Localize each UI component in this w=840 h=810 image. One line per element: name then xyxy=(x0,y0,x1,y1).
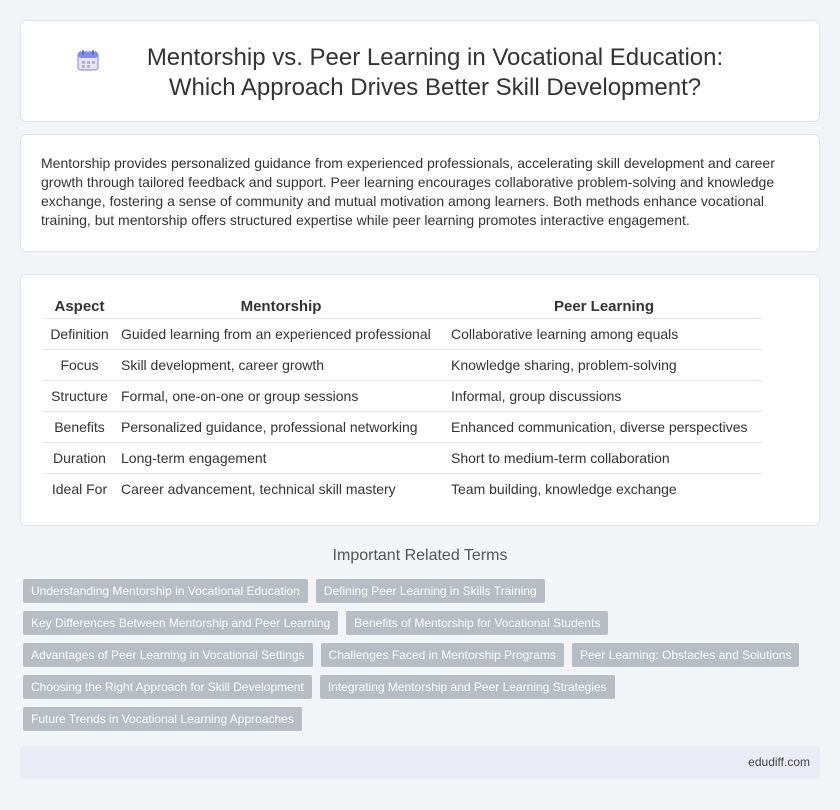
table-cell: Long-term engagement xyxy=(116,442,446,473)
related-terms-list xyxy=(23,579,823,739)
related-term-tag[interactable]: Understanding Mentorship in Vocational Education xyxy=(23,579,308,603)
table-cell: Collaborative learning among equals xyxy=(446,318,762,349)
table-header-row xyxy=(43,296,762,318)
table-cell: Career advancement, technical skill mastery xyxy=(116,473,446,504)
related-term-tag[interactable]: Challenges Faced in Mentorship Programs xyxy=(321,643,564,667)
related-term-tag[interactable]: Advantages of Peer Learning in Vocational Settings xyxy=(23,643,313,667)
table-cell: Definition xyxy=(43,318,116,349)
table-cell: Guided learning from an experienced professional xyxy=(116,318,446,349)
table-row xyxy=(43,318,762,349)
related-terms-heading: Important Related Terms xyxy=(332,547,508,564)
table-row xyxy=(43,349,762,380)
related-term-tag[interactable]: Integrating Mentorship and Peer Learning Strategies xyxy=(320,675,615,699)
table-cell: Short to medium-term collaboration xyxy=(446,442,762,473)
related-term-tag[interactable]: Benefits of Mentorship for Vocational Students xyxy=(346,611,608,635)
summary-card xyxy=(20,134,820,252)
related-term-tag[interactable]: Peer Learning: Obstacles and Solutions xyxy=(572,643,799,667)
table-row xyxy=(43,411,762,442)
table-cell: Ideal For xyxy=(43,473,116,504)
table-cell: Team building, knowledge exchange xyxy=(446,473,762,504)
table-cell: Personalized guidance, professional networking xyxy=(116,411,446,442)
footer-site-link[interactable]: edudiff.com xyxy=(748,755,810,769)
column-header: Peer Learning xyxy=(446,296,762,318)
footer xyxy=(20,746,820,779)
related-term-tag[interactable]: Defining Peer Learning in Skills Training xyxy=(316,579,545,603)
comparison-table xyxy=(43,296,762,504)
comparison-table-card xyxy=(20,274,820,526)
page-title: Mentorship vs. Peer Learning in Vocational Education: Which Approach Drives Better Skill Development? xyxy=(146,44,724,101)
column-header: Aspect xyxy=(43,296,116,318)
summary-paragraph: Mentorship provides personalized guidance from experienced professionals, accelerating skill development and career growth through tailored feedback and support. Peer learning encourages collaborative problem-solving and knowledge exchange, fostering a sense of community and mutual motivation among learners. Both methods enhance vocational training, but mentorship offers structured expertise while peer learning promotes interactive engagement. xyxy=(41,155,775,228)
table-cell: Knowledge sharing, problem-solving xyxy=(446,349,762,380)
related-term-tag[interactable]: Key Differences Between Mentorship and Peer Learning xyxy=(23,611,338,635)
table-cell: Benefits xyxy=(43,411,116,442)
table-cell: Skill development, career growth xyxy=(116,349,446,380)
table-cell: Formal, one-on-one or group sessions xyxy=(116,380,446,411)
table-cell: Focus xyxy=(43,349,116,380)
title-card xyxy=(20,20,820,122)
table-row xyxy=(43,473,762,504)
table-cell: Enhanced communication, diverse perspectives xyxy=(446,411,762,442)
table-row xyxy=(43,442,762,473)
related-term-tag[interactable]: Future Trends in Vocational Learning Approaches xyxy=(23,707,302,731)
column-header: Mentorship xyxy=(116,296,446,318)
related-term-tag[interactable]: Choosing the Right Approach for Skill Development xyxy=(23,675,312,699)
table-cell: Informal, group discussions xyxy=(446,380,762,411)
table-row xyxy=(43,380,762,411)
table-cell: Structure xyxy=(43,380,116,411)
table-cell: Duration xyxy=(43,442,116,473)
